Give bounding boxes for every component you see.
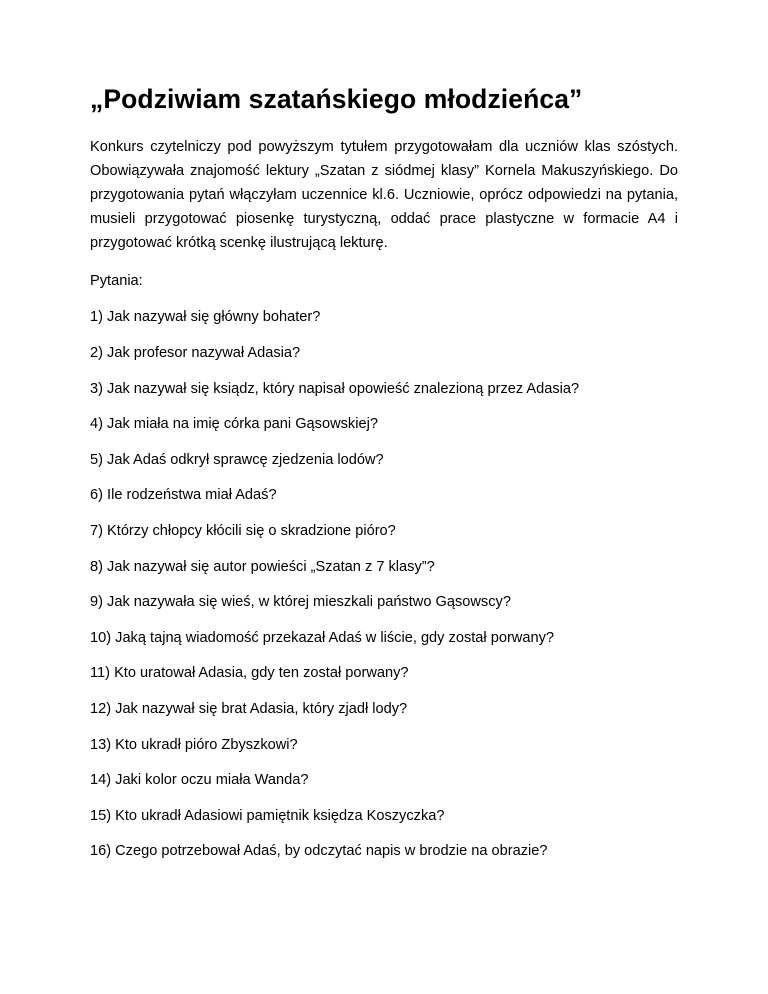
question-item: 6) Ile rodzeństwa miał Adaś?: [90, 487, 277, 504]
question-item: 2) Jak profesor nazywał Adasia?: [90, 345, 301, 362]
questions-list: [90, 307, 678, 861]
question-item: 11) Kto uratował Adasia, gdy ten został porwany?: [90, 665, 409, 682]
question-item: 16) Czego potrzebował Adaś, by odczytać napis w brodzie na obrazie?: [90, 843, 548, 860]
question-item: 7) Którzy chłopcy kłócili się o skradzione pióro?: [90, 522, 396, 539]
question-item: 13) Kto ukradł pióro Zbyszkowi?: [90, 736, 298, 753]
question-item: 12) Jak nazywał się brat Adasia, który zjadł lody?: [90, 700, 408, 717]
questions-label: Pytania:: [90, 273, 143, 290]
question-item: 14) Jaki kolor oczu miała Wanda?: [90, 772, 309, 789]
question-item: 10) Jaką tajną wiadomość przekazał Adaś w liście, gdy został porwany?: [90, 629, 554, 646]
question-item: 3) Jak nazywał się ksiądz, który napisał opowieść znalezioną przez Adasia?: [90, 380, 580, 397]
question-item: 15) Kto ukradł Adasiowi pamiętnik księdza Koszyczka?: [90, 807, 445, 824]
question-item: 8) Jak nazywał się autor powieści „Szatan z 7 klasy”?: [90, 558, 435, 575]
document-title: „Podziwiam szatańskiego młodzieńca”: [90, 84, 583, 114]
intro-paragraph: Konkurs czytelniczy pod powyższym tytułem przygotowałam dla uczniów klas szóstych. Obowiązywała znajomość lektury „Szatan z siódmej klasy” Kornela Makuszyńskiego. Do przygotowania pytań włączyłam uczennice kl.6. Uczniowie, oprócz odpowiedzi na pytania, musieli przygotować piosenkę turystyczną, oddać prace plastyczne w formacie A4 i przygotować krótką scenkę ilustrującą lekturę.: [90, 139, 678, 251]
question-item: 4) Jak miała na imię córka pani Gąsowskiej?: [90, 416, 378, 433]
question-item: 9) Jak nazywała się wieś, w której mieszkali państwo Gąsowscy?: [90, 594, 511, 611]
question-item: 5) Jak Adaś odkrył sprawcę zjedzenia lodów?: [90, 451, 384, 468]
question-item: 1) Jak nazywał się główny bohater?: [90, 309, 321, 326]
